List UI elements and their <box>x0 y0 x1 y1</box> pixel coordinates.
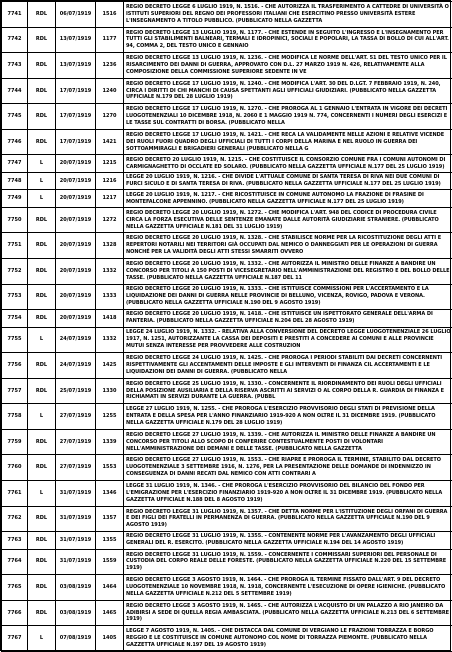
record-type: RDL <box>28 532 56 549</box>
record-date: 20/07/1919 <box>56 155 96 172</box>
record-law-number: 1425 <box>96 353 124 379</box>
record-law-number: 1216 <box>96 172 124 189</box>
record-law-number: 1421 <box>96 129 124 155</box>
record-number: 7746 <box>2 129 28 155</box>
record-number: 7751 <box>2 233 28 259</box>
record-type: RDL <box>28 258 56 284</box>
record-type: L <box>28 481 56 507</box>
record-law-number: 1332 <box>96 258 124 284</box>
record-description: LEGGE 20 LUGLIO 1919, N. 1216. - CHE DIVIDE L'ATTUALE COMUNE DI SANTA TERESA DI RIVA NEI DUE COMUNI DI FURCI SICULO E DI SANTA TERESA DI RIVA. (PUBBLICATO NELLA GAZZETTA UFFICIALE N.177 DEL 25 LUGLIO 1919) <box>124 172 452 189</box>
record-date: 03/08/1919 <box>56 600 96 626</box>
record-number: 7753 <box>2 284 28 310</box>
record-description: LEGGE 31 LUGLIO 1919, N. 1346. - CHE PROROGA L'ESERCIZIO PROVVISORIO DEL BILANCIO DEL FONDO PER L'EMIGRAZIONE PER L'ESERCIZIO FINANZIARIO 1919-920 A NON OLTRE IL 31 DICEMBRE 1919. (PUBBLICATO NELLA GAZZETTA UFFICIALE N.188 DEL 8 AGOSTO 1919) <box>124 481 452 507</box>
table-body <box>2 2 452 652</box>
record-date: 31/07/1919 <box>56 481 96 507</box>
record-law-number: 1553 <box>96 455 124 481</box>
record-number: 7757 <box>2 378 28 404</box>
record-description: REGIO DECRETO LEGGE 20 LUGLIO 1919, N. 1418. - CHE ISTITUISCE UN ISPETTORATO GENERALE DELL'ARMA DI FANTERIA. (PUBBLICATO NELLA GAZZETTA UFFICIALE N.204 DEL 28 AGOSTO 1919) <box>124 310 452 327</box>
table-row <box>2 575 452 601</box>
record-number: 7745 <box>2 104 28 130</box>
record-description: REGIO DECRETO LEGGE 24 LUGLIO 1919, N. 1425. - CHE PROROGA I PERIODI STABILITI DAI DECRETI CONCERNENTI RISPETTIVAMENTE GLI ACCENTAMENTI DELLE IMPOSTE E GLI INTERVENTI DI FINANZA CIL ACCERTAMENTI E LE LIQUIDAZIONI DEI DANNI DI GUERRA. (PUBBLICATO NELLA <box>124 353 452 379</box>
table-row <box>2 2 452 28</box>
record-type: RDL <box>28 53 56 79</box>
record-number: 7754 <box>2 310 28 327</box>
record-law-number: 1464 <box>96 575 124 601</box>
record-type: RDL <box>28 2 56 28</box>
record-type: L <box>28 626 56 652</box>
record-law-number: 1332 <box>96 327 124 353</box>
record-law-number: 1328 <box>96 233 124 259</box>
record-date: 20/07/1919 <box>56 284 96 310</box>
record-date: 31/07/1919 <box>56 506 96 532</box>
record-type: RDL <box>28 353 56 379</box>
record-number: 7765 <box>2 575 28 601</box>
record-law-number: 1405 <box>96 626 124 652</box>
record-type: RDL <box>28 207 56 233</box>
table-row <box>2 284 452 310</box>
record-type: RDL <box>28 104 56 130</box>
record-description: REGIO DECRETO LEGGE 3 AGOSTO 1919, N. 1465. - CHE AUTORIZZA L'ACQUISTO DI UN PALAZZO A RIO JANEIRO DA ADIBIRSI A SEDE DI QUELLA REGIA AMBASCIATA. (PUBBLICATO NELLA GAZZETTA UFFICIALE N.213 DEL 6 SETTEMBRE 1919) <box>124 600 452 626</box>
legislation-table <box>1 1 452 652</box>
record-date: 20/07/1919 <box>56 190 96 207</box>
record-law-number: 1559 <box>96 549 124 575</box>
record-number: 7762 <box>2 506 28 532</box>
record-law-number: 1516 <box>96 2 124 28</box>
table-row <box>2 78 452 104</box>
record-type: RDL <box>28 129 56 155</box>
table-row <box>2 327 452 353</box>
record-type: RDL <box>28 284 56 310</box>
record-number: 7759 <box>2 429 28 455</box>
record-number: 7766 <box>2 600 28 626</box>
record-type: RDL <box>28 455 56 481</box>
record-date: 17/07/1919 <box>56 78 96 104</box>
record-date: 31/07/1919 <box>56 532 96 549</box>
record-description: REGIO DECRETO LEGGE 6 LUGLIO 1919, N. 1516. - CHE AUTORIZZA IL TRASFERIMENTO A CATTEDRE DI UNIVERSITÀ O ISTITUTI SUPERIORI DEL REGNO DEI PROFESSORI ITALIANI CHE ESERCITINO PRESSO UNIVERSITÀ ESTERE L'INSEGNAMENTO A TITOLO PUBBLICO. (PUBBLICATO NELLA GAZZETTA <box>124 2 452 28</box>
record-law-number: 1465 <box>96 600 124 626</box>
record-date: 20/07/1919 <box>56 172 96 189</box>
record-date: 17/07/1919 <box>56 129 96 155</box>
record-law-number: 1333 <box>96 284 124 310</box>
record-type: RDL <box>28 549 56 575</box>
record-number: 7750 <box>2 207 28 233</box>
table-row <box>2 532 452 549</box>
record-description: REGIO DECRETO LEGGE 27 LUGLIO 1919, N. 1553. - CHE RIAPRE E PROROGA IL TERMINE, STABILITO DAL DECRETO LUOGOTENENZIALE 3 SETTEMBRE 1916, N. 1276, PER LA PRESENTAZIONE DELLE DOMANDE DI INDENNIZZO IN CONSEGUENZA DI DANNI RECATI DAL NEMICO CON ATTI CONTRARI A <box>124 455 452 481</box>
record-law-number: 1272 <box>96 207 124 233</box>
record-law-number: 1255 <box>96 404 124 430</box>
record-law-number: 1217 <box>96 190 124 207</box>
table-row <box>2 353 452 379</box>
record-number: 7756 <box>2 353 28 379</box>
record-description: REGIO DECRETO LEGGE 17 LUGLIO 1919, N. 1240. - CHE MODIFICA L'ART. 30 DEL D.LGT. 7 FEBBRAIO 1919, N. 240, CIRCA I DIRITTI DI CHI MANCHI DI CAUSA SPETTANTI AGLI UFFICIALI GIUDIZIARI. (PUBBLICATO NELLA GAZZETTA UFFICIALE N.179 DEL 28 LUGLIO 1919) <box>124 78 452 104</box>
record-type: RDL <box>28 378 56 404</box>
record-number: 7767 <box>2 626 28 652</box>
record-description: REGIO DECRETO LEGGE 20 LUGLIO 1919, N. 1272. - CHE MODIFICA L'ART. 948 DEL CODICE DI PROCEDURA CIVILE CIRCA LA FORZA ESECUTIVA DELLE SENTENZE EMANATE DALLE AUTORITÀ GIUDIZIARIE STRANIERE. (PUBBLICATO NELLA GAZZETTA UFFICIALE N.181 DEL 31 LUGLIO 1919) <box>124 207 452 233</box>
record-type: L <box>28 404 56 430</box>
record-description: REGIO DECRETO LEGGE 31 LUGLIO 1919, N. 1355. - CONTENENTE NORME PER L'AVANZAMENTO DEGLI UFFICIALI GENERALI DEL R. ESERCITO. (PUBBLICATO NELLA GAZZETTA UFFICIALE N.194 DEL 14 AGOSTO 1919) <box>124 532 452 549</box>
record-type: RDL <box>28 575 56 601</box>
record-number: 7748 <box>2 172 28 189</box>
record-date: 20/07/1919 <box>56 207 96 233</box>
record-description: REGIO DECRETO LEGGE 13 LUGLIO 1919, N. 1236. - CHE MODIFICA LE NORME DELL'ART. 51 DEL TESTO UNICO PER IL RISARCIMENTO DEI DANNI DI GUERRA, APPROVATO CON D.L. 27 MARZO 1919 N. 426, RELATIVAMENTE ALLA COMPOSIZIONE DELLA COMMISSIONE SUPERIORE SEDENTE IN VE <box>124 53 452 79</box>
record-type: RDL <box>28 506 56 532</box>
record-law-number: 1418 <box>96 310 124 327</box>
record-number: 7743 <box>2 53 28 79</box>
record-type: L <box>28 172 56 189</box>
record-law-number: 1270 <box>96 104 124 130</box>
record-date: 13/07/1919 <box>56 53 96 79</box>
record-law-number: 1240 <box>96 78 124 104</box>
table-row <box>2 104 452 130</box>
table-row <box>2 600 452 626</box>
record-date: 07/08/1919 <box>56 626 96 652</box>
record-date: 27/07/1919 <box>56 429 96 455</box>
record-type: RDL <box>28 78 56 104</box>
record-law-number: 1330 <box>96 378 124 404</box>
record-number: 7764 <box>2 549 28 575</box>
record-number: 7755 <box>2 327 28 353</box>
table-row <box>2 53 452 79</box>
table-row <box>2 429 452 455</box>
table-row <box>2 378 452 404</box>
table-row <box>2 172 452 189</box>
record-description: REGIO DECRETO LEGGE 31 LUGLIO 1919, N. 1559. - CONCERNENTE I COMMISSARI SUPERIORI DEL PERSONALE DI CUSTODIA DEL CORPO REALE DELLE FORESTE. (PUBBLICATO NELLA GAZZETTA UFFICIALE N.220 DEL 15 SETTEMBRE 1919) <box>124 549 452 575</box>
record-date: 17/07/1919 <box>56 104 96 130</box>
record-date: 03/08/1919 <box>56 575 96 601</box>
record-date: 20/07/1919 <box>56 310 96 327</box>
record-description: REGIO DECRETO LEGGE 27 LUGLIO 1919, N. 1339. - CHE AUTORIZZA IL MINISTRO DELLE FINANZE A BANDIRE UN CONCORSO PER TITOLI ALLO SCOPO DI CONFERIRE CONTESTUALMENTE POSTI DI VOLONTARI NELL'AMMINISTRAZIONE DEI DEMANI E DELLE TASSE. (PUBBLICATO NELLA GAZZETTA <box>124 429 452 455</box>
record-description: REGIO DECRETO LEGGE 20 LUGLIO 1919, N. 1332. - CHE AUTORIZZA IL MINISTRO DELLE FINANZE A BANDIRE UN CONCORSO PER TITOLI A 150 POSTI DI VICESEGRETARIO NELL'AMMINISTRAZIONE DEL REGISTRO E DEL BOLLO DELLE TASSE. (PUBBLICATO NELLA GAZZETTA UFFICIALE N.187 DEL 11 <box>124 258 452 284</box>
record-description: REGIO DECRETO LEGGE 31 LUGLIO 1919, N. 1357. - CHE DETTA NORME PER L'ISTITUZIONE DEGLI ORFANI DI GUERRA E DEI FIGLI DEI FRATELLI IN PERMANENZA DI GUERRA. (PUBBLICATO NELLA GAZZETTA UFFICIALE N.190 DEL 9 AGOSTO 1919) <box>124 506 452 532</box>
record-law-number: 1236 <box>96 53 124 79</box>
table-row <box>2 481 452 507</box>
record-description: LEGGE 20 LUGLIO 1919, N. 1217. - CHE RICOSTITUISCE IN COMUNE AUTONOMO LA FRAZIONE DI FRASINE DI MONTEFALCONE APPENNINO. (PUBBLICATO NELLA GAZZETTA UFFICIALE N.177 DEL 25 LUGLIO 1919) <box>124 190 452 207</box>
record-description: REGIO DECRETO LEGGE 25 LUGLIO 1919, N. 1330. - CONCERNENTE IL RIORDINAMENTO DEI RUOLI DEGLI UFFICIALI DELLA POSIZIONE AUSILIARIA E DELLA RISERVA ASCRITTI AI SERVIZI O AL CORPO DELLA R. GUARDIA DI FINANZA E RICHIAMATI IN SERVIZI DURANTE LA GUERRA. (PUBBL <box>124 378 452 404</box>
record-description: REGIO DECRETO 20 LUGLIO 1919, N. 1215. - CHE COSTITUISCE IL CONSORZIO COMUNE FRA I COMUNI AUTONOMI DI CARMIGNAGHETTO DI OCCLATE ED SOLARO. (PUBBLICATO NELLA GAZZETTA UFFICIALE N.177 DEL 25 LUGLIO 1919) <box>124 155 452 172</box>
record-date: 13/07/1919 <box>56 27 96 53</box>
record-date: 27/07/1919 <box>56 404 96 430</box>
record-number: 7761 <box>2 481 28 507</box>
record-date: 25/07/1919 <box>56 378 96 404</box>
record-law-number: 1177 <box>96 27 124 53</box>
record-type: L <box>28 190 56 207</box>
record-date: 24/07/1919 <box>56 353 96 379</box>
table-row <box>2 129 452 155</box>
record-number: 7752 <box>2 258 28 284</box>
record-description: REGIO DECRETO LEGGE 20 LUGLIO 1919, N. 1333. - CHE ISTITUISCE COMMISSIONI PER L'ACCERTAMENTO E LA LIQUIDAZIONE DEI DANNI DI GUERRA NELLE PROVINCIE DI BELLUNO, VICENZA, ROVIGO, PADOVA E VERONA. (PUBBLICATO NELLA GAZZETTA UFFICIALE N.190 DEL 9 AGOSTO 1919) <box>124 284 452 310</box>
record-description: REGIO DECRETO LEGGE 3 AGOSTO 1919, N. 1464. - CHE PROROGA IL TERMINE FISSATO DALL'ART. 9 DEL DECRETO LUOGOTENENZIALE 10 NOVEMBRE 1918, N. 1918, CONCERNENTE L'ESECUZIONE DI OPERE IGIENICHE. (PUBBLICATO NELLA GAZZETTA UFFICIALE N.212 DEL 5 SETTEMBRE 1919) <box>124 575 452 601</box>
record-description: REGIO DECRETO LEGGE 17 LUGLIO 1919, N. 1270. - CHE PROROGA AL 1 GENNAIO L'ENTRATA IN VIGORE DEI DECRETI LUOGOTENENZIALI 10 DICEMBRE 1918, N. 2060 E 1 MAGGIO 1919 N. 774, CONCERNENTI I NUMERI DEGLI ESERCIZI E LE TASSE SUL CONTRATTI DI BORSA. (PUBBLICATO NELLA <box>124 104 452 130</box>
record-date: 20/07/1919 <box>56 258 96 284</box>
record-type: L <box>28 327 56 353</box>
table-row <box>2 455 452 481</box>
record-type: RDL <box>28 429 56 455</box>
record-date: 20/07/1919 <box>56 233 96 259</box>
record-law-number: 1346 <box>96 481 124 507</box>
record-date: 06/07/1919 <box>56 2 96 28</box>
record-description: LEGGE 24 LUGLIO 1919, N. 1332. - RELATIVA ALLA CONVERSIONE DEL DECRETO LEGGE LUOGOTENENZIALE 26 LUGLIO 1917, N. 1251, AUTORIZZANTE LA CASSA DEI DEPOSITI E PRESTITI A CONCEDERE AI COMUNI E ALLE PROVINCIE MUTUI SENZA INTERESSE PER PROVVEDERE ALLE COSTRUZION <box>124 327 452 353</box>
table-row <box>2 626 452 652</box>
table-row <box>2 506 452 532</box>
record-description: REGIO DECRETO LEGGE 20 LUGLIO 1919, N. 1328. - CHE STABILISCE NORME PER LA RICOSTITUZIONE DEGLI ATTI E REPERTORI NOTARILI NEI TERRITORI GIÀ OCCUPATI DAL NEMICO O DANNEGGIATI PER LE OPERAZIONI DI GUERRA NONCHÉ PER LA VALIDITÀ DEGLI ATTI STESSI SMARRITI OVVERO <box>124 233 452 259</box>
record-number: 7749 <box>2 190 28 207</box>
table-row <box>2 549 452 575</box>
record-law-number: 1357 <box>96 506 124 532</box>
record-type: RDL <box>28 310 56 327</box>
record-law-number: 1215 <box>96 155 124 172</box>
record-date: 27/07/1919 <box>56 455 96 481</box>
record-description: LEGGE 7 AGOSTO 1919, N. 1405. - CHE DISTACCA DAL COMUNE DI VERGIANO LE FRAZIONI TORRAZZA E BORGO REGGIO E LE COSTITUISCE IN COMUNE AUTONOMO COL NOME DI TORRAZZA PIEMONTE. (PUBBLICATO NELLA GAZZETTA UFFICIALE N.197 DEL 19 AGOSTO 1919) <box>124 626 452 652</box>
record-date: 31/07/1919 <box>56 549 96 575</box>
record-type: RDL <box>28 233 56 259</box>
record-description: REGIO DECRETO LEGGE 13 LUGLIO 1919, N. 1177. - CHE ESTENDE IN SEGUITO L'INGRESSO E L'INSEGNAMENTO PER TUTTI GLI STABILIMENTI BALNEARI, TERMALI E IDROPINICI, SOCIALI E POPOLARI, LA TASSA DI BOLLO DI CUI ALL'ART. 94, COMMA 2, DEL TESTO UNICO E GENNAIO <box>124 27 452 53</box>
table-row <box>2 258 452 284</box>
record-date: 24/07/1919 <box>56 327 96 353</box>
record-description: LEGGE 27 LUGLIO 1919, N. 1255. - CHE PROROGA L'ESERCIZIO PROVVISORIO DEGLI STATI DI PREVISIONE DELLA ENTRATA E DELLA SPESA PER L'ANNO FINANZIARIO 1919-920 A NON OLTRE IL 31 DICEMBRE 1919. (PUBBLICATO NELLA GAZZETTA UFFICIALE N.179 DEL 28 LUGLIO 1919) <box>124 404 452 430</box>
table-row <box>2 155 452 172</box>
record-type: L <box>28 155 56 172</box>
record-number: 7741 <box>2 2 28 28</box>
record-law-number: 1339 <box>96 429 124 455</box>
table-row <box>2 27 452 53</box>
record-number: 7760 <box>2 455 28 481</box>
table-row <box>2 233 452 259</box>
record-number: 7747 <box>2 155 28 172</box>
record-law-number: 1355 <box>96 532 124 549</box>
record-number: 7763 <box>2 532 28 549</box>
table-row <box>2 190 452 207</box>
table-row <box>2 404 452 430</box>
record-number: 7744 <box>2 78 28 104</box>
table-row <box>2 207 452 233</box>
record-type: RDL <box>28 600 56 626</box>
record-description: REGIO DECRETO LEGGE 17 LUGLIO 1919, N. 1421. - CHE RECA LA VALIDAMENTE NELLE AZIONI E RELATIVE VICENDE DEI RUOLI FUORI QUADRO DEGLI UFFICIALI DI TUTTI I CORPI DELLA MARINA E NEL RUOLO IN GUERRA DEI SOTTOAMMIRAGLI E BRIGADIERI GENERALI (PUBBLICATO NELLA G <box>124 129 452 155</box>
record-number: 7758 <box>2 404 28 430</box>
table-row <box>2 310 452 327</box>
record-type: RDL <box>28 27 56 53</box>
record-number: 7742 <box>2 27 28 53</box>
